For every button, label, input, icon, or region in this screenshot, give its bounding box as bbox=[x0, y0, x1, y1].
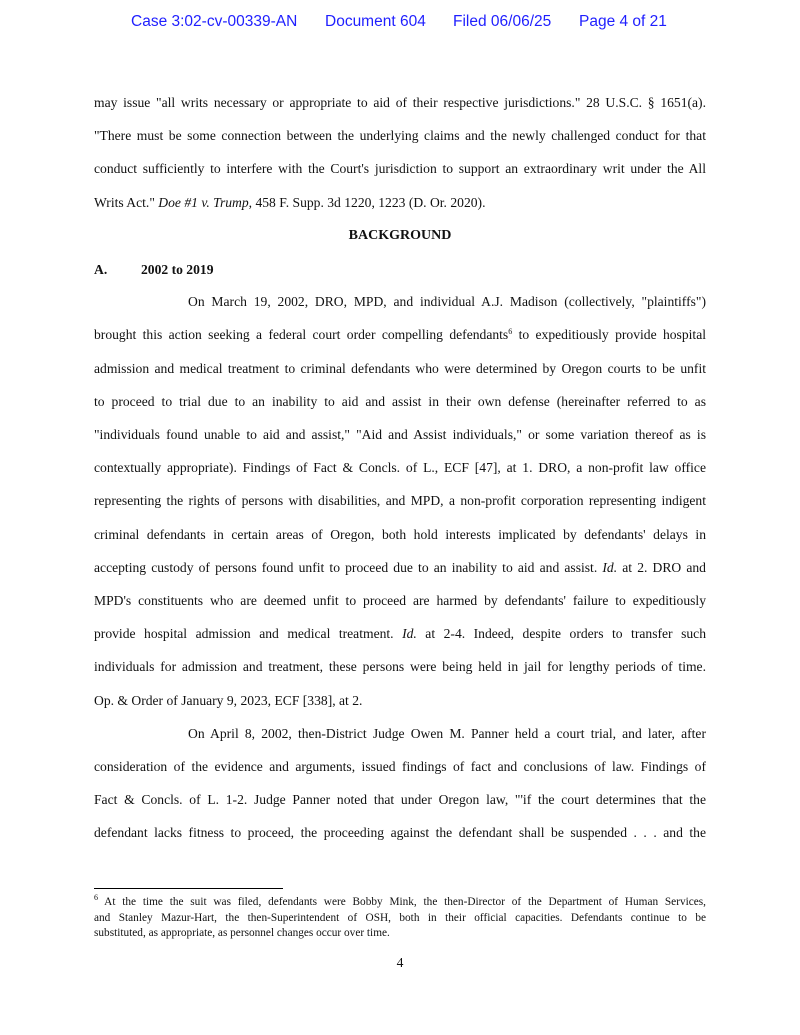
body-line bbox=[94, 658, 706, 676]
body-line bbox=[94, 526, 706, 544]
text-run: , 458 F. Supp. 3d 1220, 1223 (D. Or. 2020). bbox=[248, 194, 486, 210]
body-line bbox=[94, 459, 706, 477]
page-number: 4 bbox=[396, 955, 404, 970]
body-line bbox=[188, 725, 706, 743]
text-run: MPD's constituents who are deemed unfit to proceed are harmed by defendants' failure to expeditiously bbox=[94, 593, 706, 608]
body-line bbox=[94, 592, 706, 610]
text-run: "individuals found unable to aid and assist," "Aid and Assist individuals," or some variation thereof as is bbox=[94, 427, 706, 442]
footnote-marker: 6 bbox=[94, 893, 98, 902]
body-line bbox=[94, 194, 706, 212]
text-run: consideration of the evidence and arguments, issued findings of fact and conclusions of law. Findings of bbox=[94, 759, 706, 774]
body-line bbox=[94, 393, 706, 411]
text-run: to expeditiously provide hospital bbox=[512, 327, 706, 343]
body-line bbox=[94, 824, 706, 842]
text-run: On March 19, 2002, DRO, MPD, and individual A.J. Madison (collectively, "plaintiffs") bbox=[188, 294, 706, 310]
text-run: On April 8, 2002, then-District Judge Owen M. Panner held a court trial, and later, after bbox=[188, 725, 706, 741]
text-run: at 2-4. Indeed, despite orders to transfer such bbox=[416, 626, 706, 642]
page-of-total: Page 4 of 21 bbox=[579, 13, 667, 30]
text-run: defendant lacks fitness to proceed, the proceeding against the defendant shall be suspended . . . and the bbox=[94, 825, 706, 841]
footnote-line: and Stanley Mazur-Hart, the then-Superintendent of OSH, both in their official capacities. Defendants continue to be bbox=[94, 911, 706, 924]
body-line bbox=[94, 426, 706, 444]
body-line bbox=[94, 625, 706, 643]
case-number: Case 3:02-cv-00339-AN bbox=[131, 13, 298, 30]
footnote-line: substituted, as appropriate, as personnel changes occur over time. bbox=[94, 927, 390, 939]
text-run: criminal defendants in certain areas of Oregon, both hold interests implicated by defendants' delays in bbox=[94, 526, 706, 542]
footnote-divider bbox=[94, 888, 283, 889]
subsection-title: 2002 to 2019 bbox=[141, 262, 214, 277]
body-line bbox=[94, 791, 706, 809]
text-run: admission and medical treatment to criminal defendants who were determined by Oregon courts to be unfit bbox=[94, 360, 706, 376]
text-run: "There must be some connection between the underlying claims and the newly challenged conduct for that bbox=[94, 128, 706, 144]
footnote-reference[interactable]: 6 bbox=[508, 327, 513, 337]
footnote bbox=[94, 895, 706, 942]
body-line bbox=[94, 94, 706, 112]
text-run: Op. & Order of January 9, 2023, ECF [338], at 2. bbox=[94, 692, 363, 708]
section-heading: BACKGROUND bbox=[348, 228, 452, 243]
text-run: may issue "all writs necessary or appropriate to aid of their respective jurisdictions." 28 U.S.C. § 1651(a). bbox=[94, 95, 706, 110]
italic-citation: Id. bbox=[402, 626, 417, 642]
text-run: conduct sufficiently to interfere with the Court's jurisdiction to support an extraordinary writ under the All bbox=[94, 161, 706, 177]
text-run: to proceed to trial due to an inability to aid and assist in their own defense (hereinafter referred to as bbox=[94, 393, 706, 409]
body-line bbox=[188, 293, 706, 311]
italic-citation: Id. bbox=[602, 559, 618, 575]
text-run: contextually appropriate). Findings of Fact & Concls. of L., ECF [47], at 1. DRO, a non-profit law office bbox=[94, 460, 706, 476]
text-run: provide hospital admission and medical treatment. bbox=[94, 626, 403, 642]
subsection-heading bbox=[94, 261, 214, 279]
body-line bbox=[94, 492, 706, 510]
body-line bbox=[94, 758, 706, 776]
text-run: Fact & Concls. of L. 1-2. Judge Panner noted that under Oregon law, "'if the court determines that the bbox=[94, 792, 706, 808]
body-line bbox=[94, 326, 706, 344]
subsection-number: A. bbox=[94, 262, 108, 277]
text-run: at 2. DRO and bbox=[617, 559, 706, 575]
text-run: individuals for admission and treatment, these persons were being held in jail for lengthy periods of time. bbox=[94, 659, 706, 675]
text-run: brought this action seeking a federal court order compelling defendants bbox=[94, 327, 509, 343]
text-run: Writs Act." bbox=[94, 194, 159, 210]
body-line bbox=[94, 127, 706, 145]
body-line bbox=[94, 360, 706, 378]
body-line bbox=[94, 692, 706, 710]
text-run: representing the rights of persons with disabilities, and MPD, a non-profit corporation representing indigent bbox=[94, 493, 706, 509]
body-line bbox=[94, 160, 706, 178]
document-number: Document 604 bbox=[325, 13, 426, 30]
text-run: accepting custody of persons found unfit to proceed due to an inability to aid and assist. bbox=[94, 559, 603, 575]
filed-date: Filed 06/06/25 bbox=[453, 13, 552, 30]
footnote-line: $^6$ At the time the suit was filed, defendants were Bobby Mink, the then-Director of the Department of Human Services, bbox=[94, 893, 706, 908]
body-line bbox=[94, 559, 706, 577]
italic-citation: Doe #1 v. Trump bbox=[158, 194, 249, 210]
